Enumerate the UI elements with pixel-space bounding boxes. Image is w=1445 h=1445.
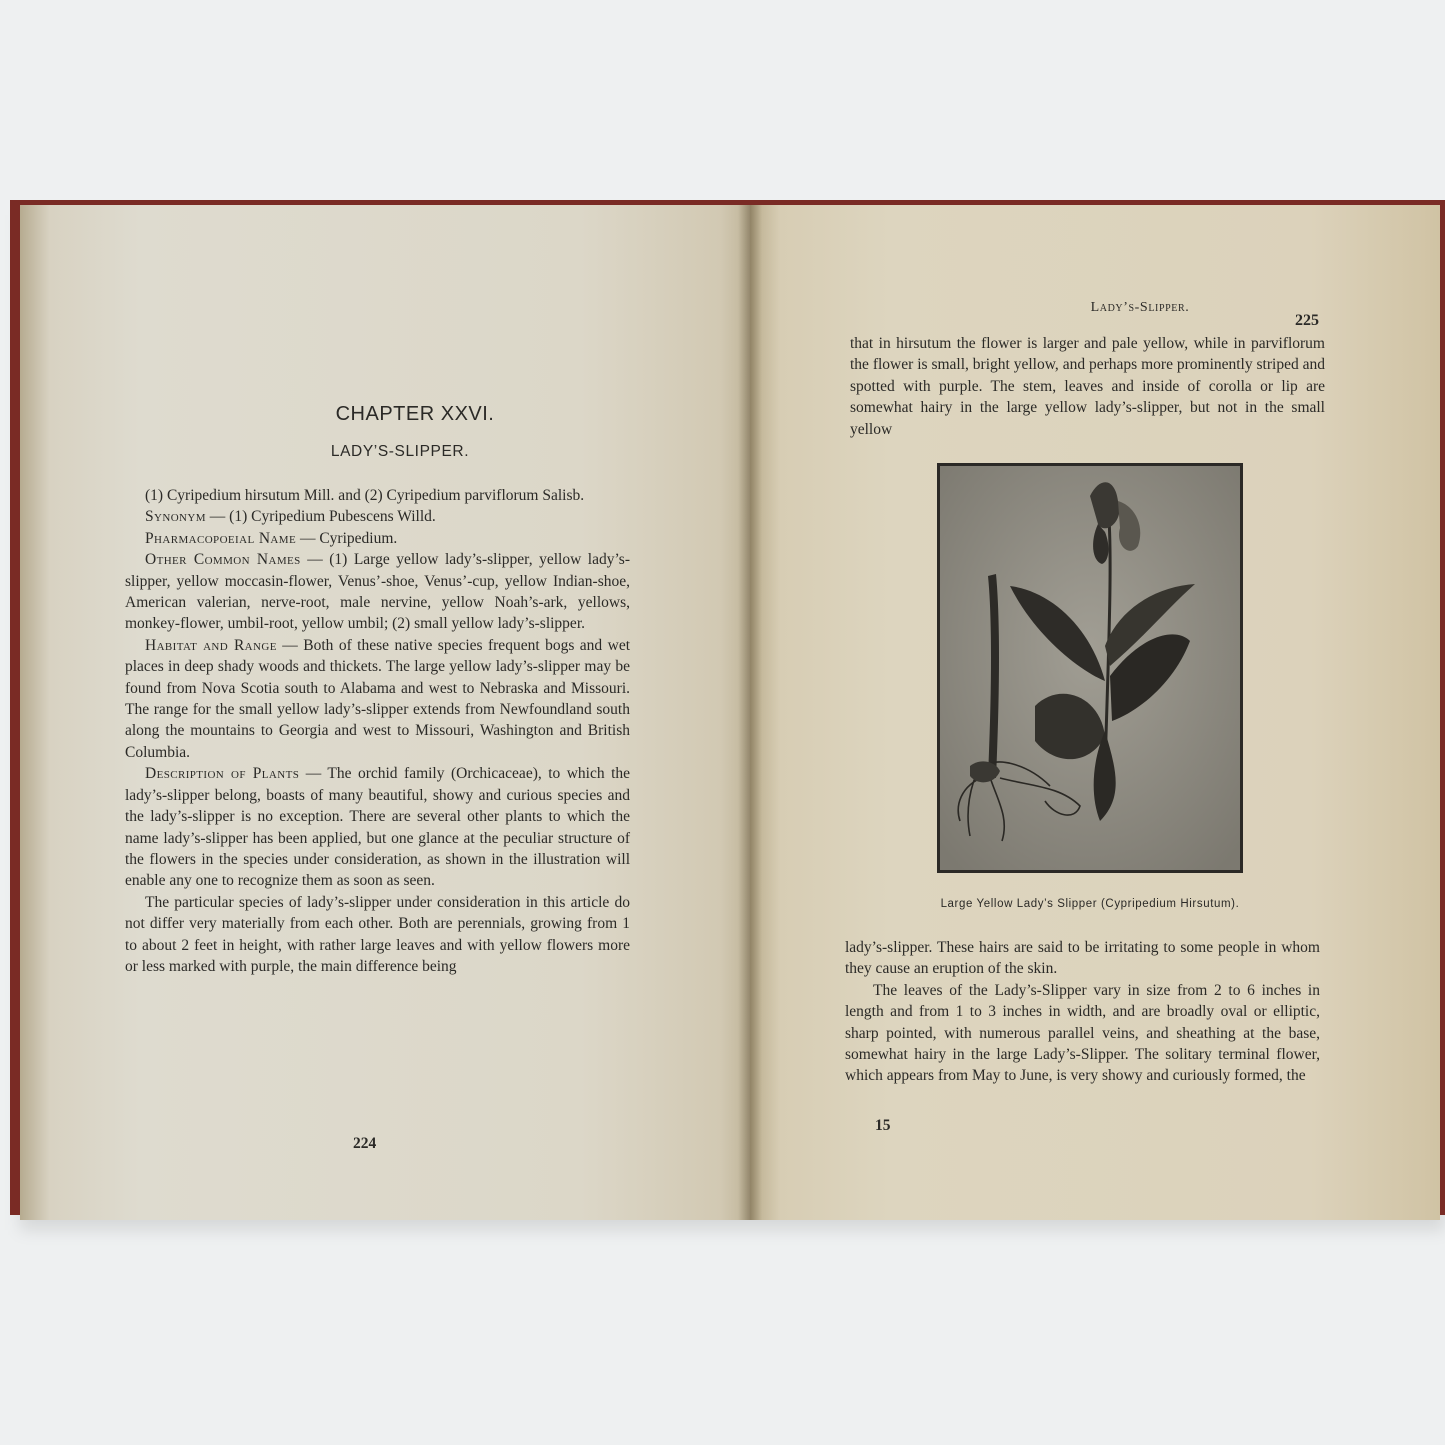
right-page-number: 225 [1295,312,1319,329]
orchid-plant-icon [940,466,1240,870]
paragraph-hairs: lady’s-slipper. These hairs are said to be irritating to some people in whom they cause an eruption of the skin. [845,939,1320,978]
signature-mark: 15 [875,1117,891,1134]
common-names-text: — (1) Large yellow lady’s-slipper, yellow lady’s-slipper, yellow moccasin-flower, Venus’-shoe, Venus’-cup, yellow Indian-shoe, American valerian, nerve-root, male nervine, yellow Noah’s-ark, yellows, monkey-flower, umbil-root, yellow umbil; (2) small yellow lady’s-slipper. [125,551,630,633]
lady-slipper-illustration [937,463,1243,873]
paragraph-leaves: The leaves of the Lady’s-Slipper vary in size from 2 to 6 inches in length and from 1 to 3 inches in width, and are broadly oval or elliptic, sharp pointed, with numerous parallel veins, and sheathing at the base, somewhat hairy in the large Lady’s-Slipper. The solitary terminal flower, which appears from May to June, is very showy and curiously formed, the [845,981,1320,1085]
left-body-text [125,485,630,977]
paragraph-common-names [125,549,630,635]
paragraph-pharmacopoeial [125,528,630,549]
habitat-text: — Both of these native species frequent bogs and wet places in deep shady woods and thickets. The large yellow lady’s-slipper may be found from Nova Scotia south to Alabama and west to Nebraska and Missouri. The range for the small yellow lady’s-slipper extends from Newfoundland south along the mountains to Georgia and west to Missouri, Washington and British Columbia. [125,636,630,761]
paragraph-description [125,763,630,891]
chapter-title: CHAPTER XXVI. [335,403,495,425]
paragraph-habitat [125,635,630,763]
synonym-text: — (1) Cyripedium Pubescens Willd. [205,508,436,526]
left-page [20,205,750,1220]
right-top-text [850,333,1325,440]
running-head: Lady’s-Slipper. [1090,300,1190,315]
paragraph-continued: that in hirsutum the flower is larger and pale yellow, while in parviflorum the flower is small, bright yellow, and perhaps more prominently striped and spotted with purple. The stem, leaves and inside of corolla or lip are somewhat hairy in the large yellow lady’s-slipper, but not in the small yellow [850,335,1325,438]
book-gutter [738,205,762,1220]
paragraph-species: (1) Cyripedium hirsutum Mill. and (2) Cyripedium parviflorum Salisb. [145,487,585,504]
paragraph-synonym [125,506,630,527]
description-label: Description of Plants [145,765,300,783]
pharmacopoeial-label: Pharmacopoeial Name [145,529,297,547]
right-bottom-text [845,937,1320,1087]
synonym-label: Synonym [145,508,206,526]
description-text: — The orchid family (Orchicaceae), to which the lady’s-slipper belong, boasts of many beautiful, showy and curious species and the lady’s-slipper is no exception. There are several other plants to which the name lady’s-slipper has been applied, but one glance at the peculiar structure of the flowers in the species under consideration, as shown in the illustration will enable any one to recognize them as soon as seen. [125,765,631,890]
pharmacopoeial-text: — Cyripedium. [296,529,398,547]
right-page [750,205,1440,1220]
common-names-label: Other Common Names [145,551,301,569]
section-title: LADY’S-SLIPPER. [330,443,470,460]
illustration-caption: Large Yellow Lady’s Slipper (Cypripedium Hirsutum). [940,898,1240,910]
paragraph-species-difference: The particular species of lady’s-slipper under consideration in this article do not differ very materially from each other. Both are perennials, growing from 1 to about 2 feet in height, with rather large leaves and with yellow flowers more or less marked with purple, the main difference being [125,893,630,975]
habitat-label: Habitat and Range [145,636,277,654]
left-page-number: 224 [353,1135,377,1152]
